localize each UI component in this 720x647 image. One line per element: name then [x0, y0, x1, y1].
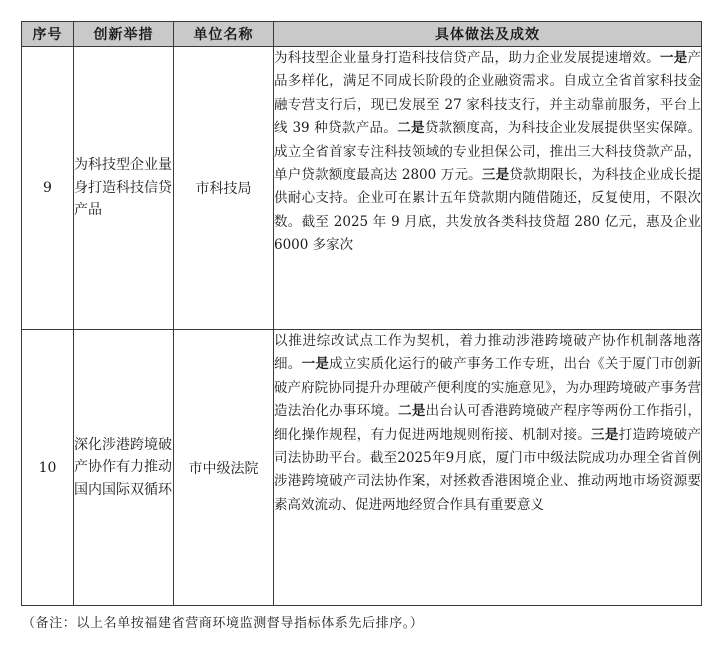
table-row [22, 330, 702, 606]
detail-intro: 以推进综改试点工作为契机，着力推动涉港跨境破产协作机制落地落细。 [274, 333, 701, 373]
point-label: 三是 [481, 167, 510, 184]
point-text: 出台认可香港跨境破产程序等两份工作指引，细化操作规程，有力促进两地规则衔接、机制对接。 [274, 403, 702, 443]
detail-text [274, 47, 702, 330]
header-measure: 创新举措 [74, 22, 174, 47]
footnote: （备注：以上名单按福建省营商环境监测督导指标体系先后排序。） [22, 616, 424, 631]
header-row [22, 22, 702, 47]
row-number: 10 [22, 330, 74, 606]
point-text: 产品多样化，满足不同成长阶段的企业融资需求。自成立全省首家科技金融专营支行后，现已发展至 27 家科技支行，并主动靠前服务，平台上线 39 种贷款产品。 [274, 50, 702, 137]
unit-name: 市中级法院 [174, 330, 274, 606]
point-text: 贷款期限长，为科技企业成长提供耐心支持。企业可在累计五年贷款期内随借随还，反复使用，不限次数。截至 2025 年 9 月底，共发放各类科技贷超 280 亿元，惠及企业 6000 多家次 [274, 167, 701, 254]
point-label: 一是 [301, 356, 330, 373]
point-label: 一是 [659, 50, 688, 66]
point-label: 三是 [591, 426, 619, 443]
point-text: 贷款额度高，为科技企业发展提供坚实保障。成立全省首家专注科技领域的专业担保公司，推出三大科技贷款产品，单户贷款额度最高达 2800 万元。 [274, 120, 702, 184]
measure-name: 为科技型企业量身打造科技信贷产品 [74, 47, 174, 330]
table-row [22, 47, 702, 330]
measure-name: 深化涉港跨境破产协作有力推动国内国际双循环 [74, 330, 174, 606]
point-label: 二是 [397, 120, 425, 137]
detail-text [274, 330, 702, 606]
header-no: 序号 [22, 22, 74, 47]
header-detail: 具体做法及成效 [274, 22, 702, 47]
measures-table [21, 21, 702, 606]
header-unit: 单位名称 [174, 22, 274, 47]
point-label: 二是 [398, 403, 426, 420]
detail-intro: 为科技型企业量身打造科技信贷产品，助力企业发展提速增效。 [274, 50, 660, 66]
point-text: 打造跨境破产司法协助平台。截至2025年9月底，厦门市中级法院成功办理全省首例涉港跨境破产司法协作案，对拯救香港困境企业、推动两地市场资源要素高效流动、促进两地经贸合作具有重要意义 [274, 426, 702, 513]
row-number: 9 [22, 47, 74, 330]
unit-name: 市科技局 [174, 47, 274, 330]
point-text: 成立实质化运行的破产事务工作专班，出台《关于厦门市创新破产府院协同提升办理破产便利度的实施意见》，为办理跨境破产事务营造法治化办事环境。 [274, 356, 702, 420]
